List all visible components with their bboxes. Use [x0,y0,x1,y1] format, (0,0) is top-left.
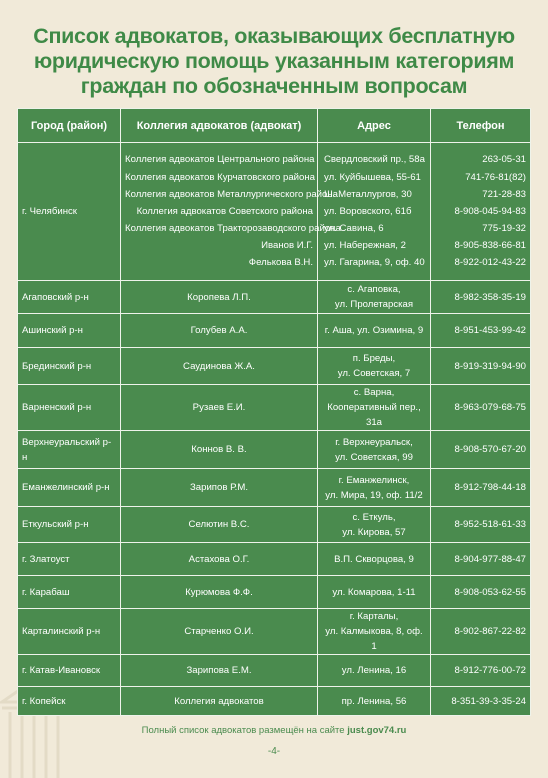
cell-firm: Голубев А.А. [121,314,318,348]
address-line: ул. Гагарина, 9, оф. 40 [324,257,425,269]
address-line: с. Варна, [353,387,395,398]
cell-city: г. Катав-Ивановск [18,655,121,687]
cell-city: Еманжелинский р-н [18,469,121,507]
cell-city: г. Челябинск [18,143,121,281]
address-line: ул. Савина, 6 [324,223,384,235]
address-line: с. Еткуль, [352,511,396,523]
address-line: Кооперативный пер., 31а [327,402,421,428]
phone-line: 741-76-81(82) [465,171,526,183]
cell-firm: Селютин В.С. [121,507,318,543]
address-line: Свердловский пр., 58а [324,154,425,166]
address-line: п. Бреды, [352,353,396,364]
firm-line: Коллегия адвокатов Металлургического района [125,188,339,200]
cell-phone: 8-912-776-00-72 [431,655,531,687]
address-line: ул. Пролетарская [334,299,414,310]
phone-line: 8-922-012-43-22 [454,257,526,269]
cell-address [318,469,431,507]
cell-city: Ашинский р-н [18,314,121,348]
cell-address [318,348,431,385]
address-line: ул. Советская, 99 [335,451,413,463]
cell-phone: 8-908-570-67-20 [431,431,531,469]
cell-city: Брединский р-н [18,348,121,385]
footer-link[interactable]: just.gov74.ru [347,725,407,736]
cell-address [318,507,431,543]
cell-address [318,281,431,314]
title-line: Список адвокатов, оказывающих бесплатную [33,24,515,48]
phone-line: 263-05-31 [482,154,526,166]
cell-firm: Рузаев Е.И. [121,385,318,431]
cell-address [318,543,431,576]
address-line: г. Аша, ул. Озимина, 9 [324,325,424,336]
cell-firm: Коннов В. В. [121,431,318,469]
table-row [18,385,531,431]
cell-firm: Коллегия адвокатов [121,687,318,716]
cell-phone: 8-902-867-22-82 [431,609,531,655]
header-city: Город (район) [18,109,121,143]
cell-city: Карталинский р-н [18,609,121,655]
cell-firms [121,143,341,281]
table-row [18,281,531,314]
address-line: ул. Калмыкова, 8, оф. 1 [325,626,423,652]
cell-phones [431,143,531,281]
cell-phone: 8-908-053-62-55 [431,576,531,609]
page-number: -4- [267,746,281,757]
address-line: ул. Набережная, 2 [324,240,406,252]
address-line: ул. Воровского, 61б [324,205,412,217]
cell-city: Варненский р-н [18,385,121,431]
title-line: граждан по обозначенным вопросам [80,74,468,98]
cell-firm: Коропева Л.П. [121,281,318,314]
title-line: юридическую помощь указанным категориям [33,49,515,73]
phone-line: 8-905-838-66-81 [454,240,526,252]
lawyers-table [17,108,531,716]
address-line: г. Еманжелинск, [338,474,410,486]
cell-city: г. Златоуст [18,543,121,576]
address-line: ул. Советская, 7 [337,368,411,379]
footer-note [0,725,548,736]
cell-phone: 8-351-39-3-35-24 [431,687,531,716]
address-line: ул. Ленина, 16 [341,665,407,676]
cell-phone: 8-952-518-61-33 [431,507,531,543]
table-row [18,431,531,469]
cell-city: Верхнеуральский р-н [18,431,121,469]
cell-address [318,385,431,431]
table-row-chelyabinsk [18,143,531,281]
table-header-row [18,109,531,143]
footer-text: Полный список адвокатов размещён на сайте [141,725,345,736]
address-line: В.П. Скворцова, 9 [334,553,414,565]
address-line: ул. Комарова, 1-11 [332,586,416,598]
cell-city: Еткульский р-н [18,507,121,543]
cell-phone: 8-904-977-88-47 [431,543,531,576]
cell-address [318,576,431,609]
firm-line: Фелькова В.Н. [248,257,313,269]
cell-firm: Зарипова Е.М. [121,655,318,687]
address-line: с. Агаповка, [347,284,401,295]
table-row [18,687,531,716]
cell-city: Агаповский р-н [18,281,121,314]
firm-line: Коллегия адвокатов Советского района [136,205,313,217]
firm-line: Коллегия адвокатов Курчатовского района [125,171,316,183]
address-line: ул. Куйбышева, 55-61 [324,171,421,183]
phone-line: 8-908-045-94-83 [454,205,526,217]
cell-addresses [318,143,431,281]
cell-firm: Старченко О.И. [121,609,318,655]
cell-address [318,609,431,655]
firm-line: Иванов И.Г. [261,240,313,252]
table-row [18,469,531,507]
address-line: Ш. Металлургов, 30 [324,188,412,200]
page-title [0,24,548,99]
firm-line: Коллегия адвокатов Центрального района [125,154,315,166]
cell-firm: Астахова О.Г. [121,543,318,576]
cell-phone: 8-919-319-94-90 [431,348,531,385]
table-row [18,576,531,609]
table-row [18,507,531,543]
address-line: г. Карталы, [349,611,399,622]
cell-phone: 8-982-358-35-19 [431,281,531,314]
address-line: ул. Кирова, 57 [342,526,406,538]
cell-address [318,655,431,687]
cell-firm: Саудинова Ж.А. [121,348,318,385]
header-phone: Телефон [431,109,531,143]
header-address: Адрес [318,109,431,143]
table-row [18,609,531,655]
firm-line: Коллегия адвокатов Тракторозаводского района [125,223,341,235]
table-row [18,348,531,385]
header-firm: Коллегия адвокатов (адвокат) [121,109,318,143]
table-row [18,655,531,687]
cell-phone: 8-912-798-44-18 [431,469,531,507]
cell-firm: Зарипов Р.М. [121,469,318,507]
cell-firm: Курюмова Ф.Ф. [121,576,318,609]
address-line: пр. Ленина, 56 [341,695,407,707]
cell-city: г. Копейск [18,687,121,716]
phone-line: 721-28-83 [482,188,526,200]
table-row [18,314,531,348]
cell-city: г. Карабаш [18,576,121,609]
cell-phone: 8-963-079-68-75 [431,385,531,431]
address-line: ул. Мира, 19, оф. 11/2 [325,489,423,501]
phone-line: 775-19-32 [482,223,526,235]
table-row [18,543,531,576]
cell-phone: 8-951-453-99-42 [431,314,531,348]
cell-address [318,314,431,348]
cell-address [318,687,431,716]
cell-address [318,431,431,469]
address-line: г. Верхнеуральск, [335,436,413,448]
